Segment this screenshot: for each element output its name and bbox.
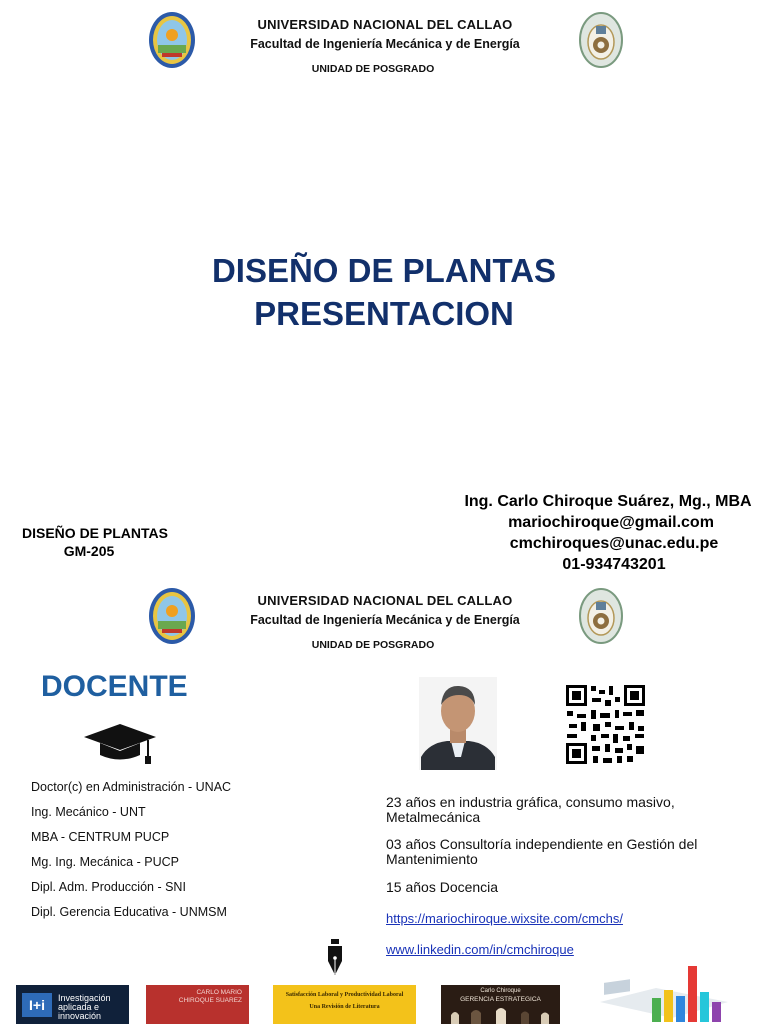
credential-item: Doctor(c) en Administración - UNAC <box>31 780 232 794</box>
faculty-crest-icon <box>579 588 623 644</box>
phone-number: 01-934743201 <box>562 556 666 573</box>
experience-item: 03 años Consultoría independiente en Gestión del Mantenimiento <box>386 836 698 867</box>
pen-nib-icon <box>326 939 344 976</box>
experience-item: 15 años Docencia <box>386 879 499 895</box>
credential-item: Mg. Ing. Mecánica - PUCP <box>31 855 179 869</box>
book-thumbnail-gerencia[interactable] <box>441 985 560 1024</box>
book-logo: I+i <box>22 993 52 1017</box>
course-code: GM-205 <box>63 543 115 559</box>
email-gmail: mariochiroque@gmail.com <box>508 514 714 531</box>
book-title-line: Investigación <box>58 993 111 1003</box>
university-name: UNIVERSIDAD NACIONAL DEL CALLAO <box>257 17 513 32</box>
credential-item: Ing. Mecánico - UNT <box>31 805 146 819</box>
university-crest-icon <box>148 11 196 69</box>
book-title-line: Satisfacción Laboral y Productividad Laboral <box>285 992 404 998</box>
university-name: UNIVERSIDAD NACIONAL DEL CALLAO <box>257 593 513 608</box>
book-thumbnail-satisfaccion[interactable] <box>273 985 416 1024</box>
book-title-line: Una Revisión de Literatura <box>309 1004 380 1010</box>
credential-item: MBA - CENTRUM PUCP <box>31 830 170 844</box>
book-author-line: CARLO MARIO <box>196 989 242 996</box>
book-title-line: aplicada e <box>58 1002 100 1012</box>
faculty-name: Facultad de Ingeniería Mecánica y de Energía <box>250 37 520 51</box>
unit-name: UNIDAD DE POSGRADO <box>311 639 435 651</box>
title-line-1: DISEÑO DE PLANTAS <box>211 252 557 289</box>
book-author-line: Carlo Chiroque <box>480 988 521 994</box>
unit-name: UNIDAD DE POSGRADO <box>311 63 435 75</box>
book-author-line: CHIROQUE SUAREZ <box>178 997 242 1004</box>
university-crest-icon <box>148 587 196 645</box>
book-title-line: GERENCIA ESTRATEGICA <box>460 996 541 1003</box>
graduation-cap-icon <box>82 722 158 766</box>
instructor-name: Ing. Carlo Chiroque Suárez, Mg., MBA <box>464 493 752 510</box>
instructor-photo <box>419 677 497 770</box>
docente-heading: DOCENTE <box>41 670 188 703</box>
faculty-name: Facultad de Ingeniería Mecánica y de Energía <box>250 613 520 627</box>
chess-pieces-icon <box>441 1005 560 1024</box>
course-name: DISEÑO DE PLANTAS <box>22 525 168 541</box>
book-title-line: innovación <box>58 1011 102 1021</box>
faculty-crest-icon <box>579 12 623 68</box>
credential-item: Dipl. Gerencia Educativa - UNMSM <box>31 905 227 919</box>
book-thumbnail-chiroque[interactable] <box>146 985 249 1024</box>
email-unac: cmchiroques@unac.edu.pe <box>509 535 719 552</box>
bar-chart-illustration-icon[interactable] <box>596 962 732 1024</box>
book-thumbnail-investigacion[interactable] <box>16 985 129 1024</box>
credential-item: Dipl. Adm. Producción - SNI <box>31 880 186 894</box>
website-link[interactable]: https://mariochiroque.wixsite.com/cmchs/ <box>386 911 623 926</box>
title-line-2: PRESENTACION <box>254 295 514 332</box>
linkedin-link[interactable]: www.linkedin.com/in/cmchiroque <box>386 942 574 957</box>
experience-item: 23 años en industria gráfica, consumo masivo, Metalmecánica <box>386 794 675 825</box>
qr-code[interactable] <box>565 684 646 765</box>
